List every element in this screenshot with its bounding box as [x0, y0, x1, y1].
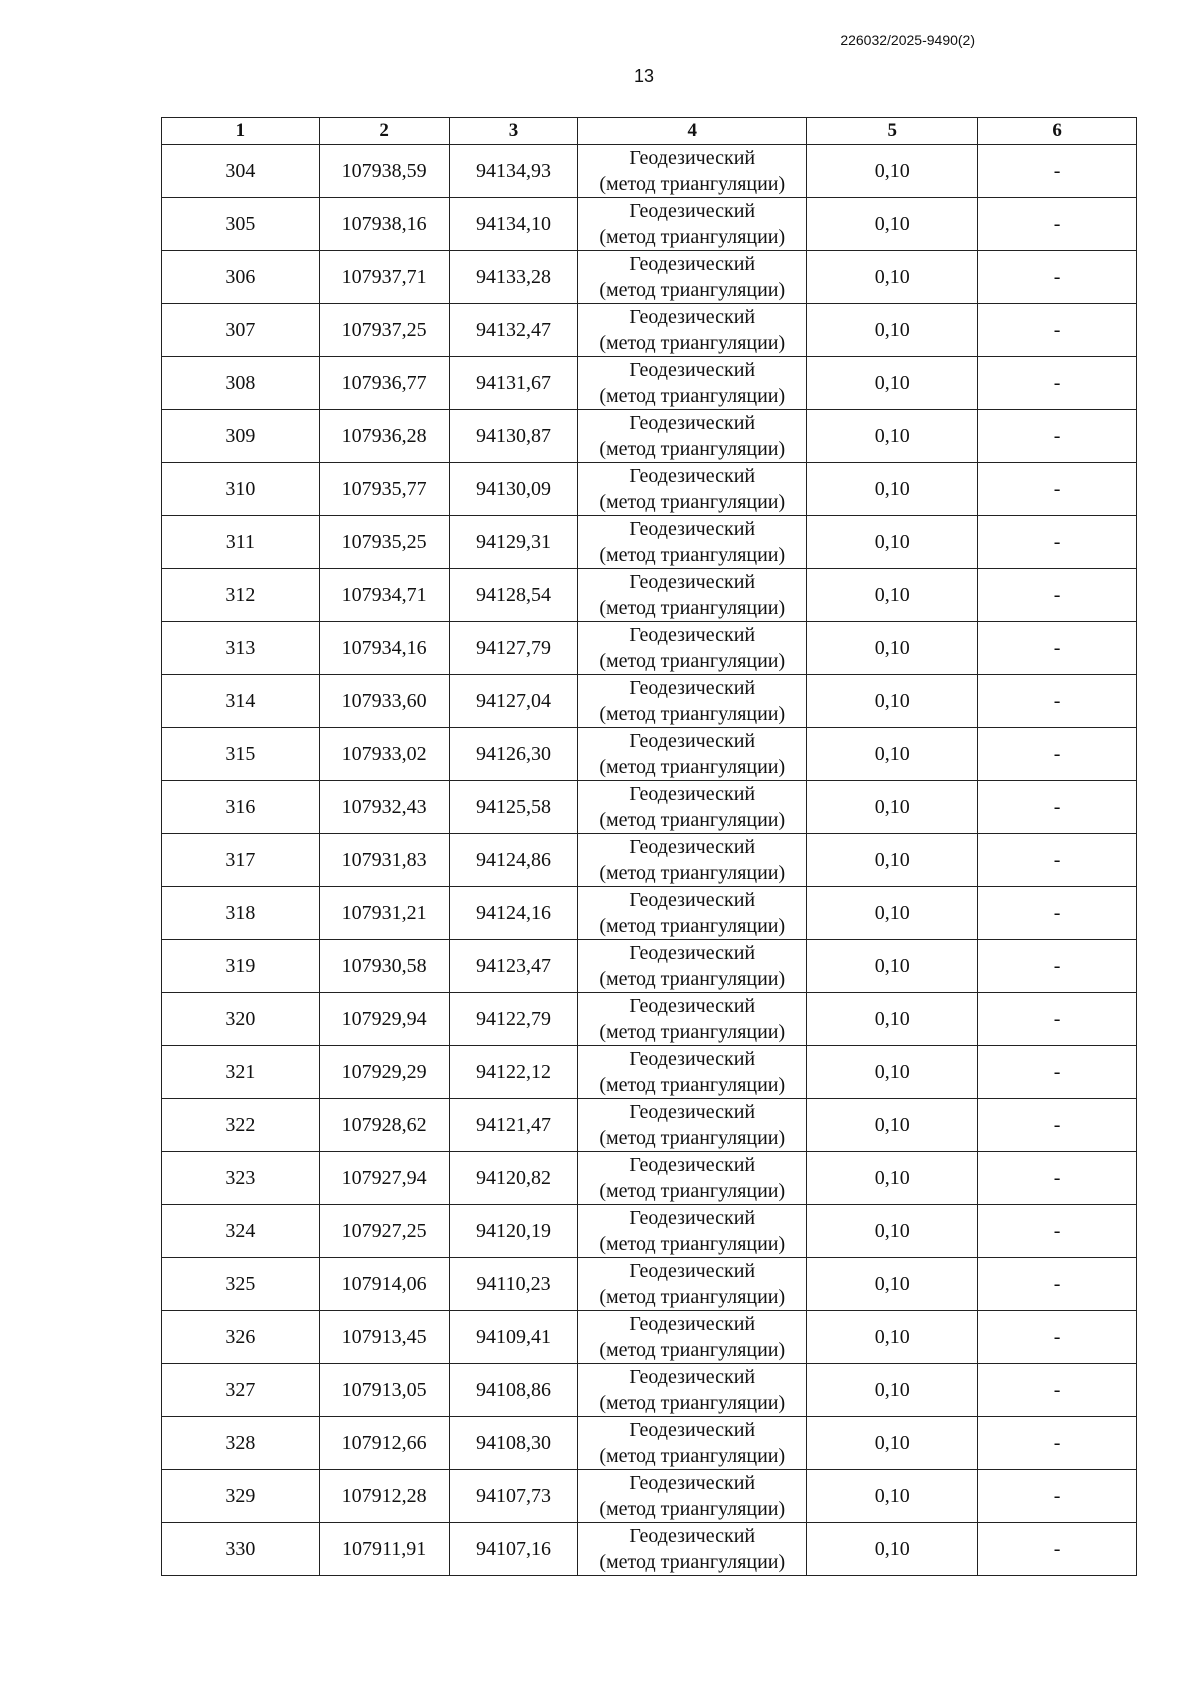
x-coordinate-cell: 107936,77 — [319, 357, 449, 410]
note-cell: - — [978, 1258, 1137, 1311]
x-coordinate-cell: 107934,16 — [319, 622, 449, 675]
point-number-cell: 316 — [162, 781, 320, 834]
accuracy-cell: 0,10 — [807, 622, 978, 675]
note-cell: - — [978, 781, 1137, 834]
method-line-1: Геодезический — [629, 253, 756, 275]
note-cell: - — [978, 675, 1137, 728]
x-coordinate-cell: 107911,91 — [319, 1523, 449, 1576]
note-cell: - — [978, 1152, 1137, 1205]
method-cell — [578, 622, 807, 675]
x-coordinate-cell: 107927,94 — [319, 1152, 449, 1205]
point-number-cell: 319 — [162, 940, 320, 993]
method-line-2: (метод триангуляции) — [599, 1127, 786, 1149]
x-coordinate-cell: 107913,05 — [319, 1364, 449, 1417]
y-coordinate-cell: 94120,19 — [449, 1205, 578, 1258]
point-number-cell: 320 — [162, 993, 320, 1046]
document-id: 226032/2025-9490(2) — [840, 32, 975, 48]
x-coordinate-cell: 107931,83 — [319, 834, 449, 887]
method-cell — [578, 1046, 807, 1099]
note-cell: - — [978, 1364, 1137, 1417]
method-line-2: (метод триангуляции) — [599, 1339, 786, 1361]
y-coordinate-cell: 94122,79 — [449, 993, 578, 1046]
method-line-1: Геодезический — [629, 306, 756, 328]
note-cell: - — [978, 304, 1137, 357]
accuracy-cell: 0,10 — [807, 675, 978, 728]
table-row — [162, 1205, 1137, 1258]
table-row — [162, 1099, 1137, 1152]
x-coordinate-cell: 107938,59 — [319, 145, 449, 198]
table-row — [162, 781, 1137, 834]
method-cell — [578, 940, 807, 993]
point-number-cell: 330 — [162, 1523, 320, 1576]
method-line-1: Геодезический — [629, 1207, 756, 1229]
y-coordinate-cell: 94130,09 — [449, 463, 578, 516]
accuracy-cell: 0,10 — [807, 1152, 978, 1205]
method-line-1: Геодезический — [629, 783, 756, 805]
accuracy-cell: 0,10 — [807, 1046, 978, 1099]
y-coordinate-cell: 94126,30 — [449, 728, 578, 781]
accuracy-cell: 0,10 — [807, 1470, 978, 1523]
table-row — [162, 622, 1137, 675]
y-coordinate-cell: 94124,16 — [449, 887, 578, 940]
accuracy-cell: 0,10 — [807, 887, 978, 940]
column-header-1: 1 — [162, 118, 320, 145]
method-line-1: Геодезический — [629, 836, 756, 858]
y-coordinate-cell: 94131,67 — [449, 357, 578, 410]
method-cell — [578, 198, 807, 251]
point-number-cell: 321 — [162, 1046, 320, 1099]
method-line-2: (метод триангуляции) — [599, 544, 786, 566]
method-cell — [578, 781, 807, 834]
point-number-cell: 313 — [162, 622, 320, 675]
x-coordinate-cell: 107930,58 — [319, 940, 449, 993]
method-cell — [578, 304, 807, 357]
method-line-2: (метод триангуляции) — [599, 332, 786, 354]
column-header-3: 3 — [449, 118, 578, 145]
y-coordinate-cell: 94128,54 — [449, 569, 578, 622]
method-line-1: Геодезический — [629, 1101, 756, 1123]
note-cell: - — [978, 834, 1137, 887]
method-line-1: Геодезический — [629, 147, 756, 169]
table-row — [162, 304, 1137, 357]
note-cell: - — [978, 1099, 1137, 1152]
table-row — [162, 516, 1137, 569]
point-number-cell: 326 — [162, 1311, 320, 1364]
method-line-2: (метод триангуляции) — [599, 1498, 786, 1520]
table-row — [162, 463, 1137, 516]
table-row — [162, 993, 1137, 1046]
method-line-2: (метод триангуляции) — [599, 703, 786, 725]
accuracy-cell: 0,10 — [807, 1417, 978, 1470]
accuracy-cell: 0,10 — [807, 304, 978, 357]
method-cell — [578, 728, 807, 781]
column-header-2: 2 — [319, 118, 449, 145]
note-cell: - — [978, 357, 1137, 410]
point-number-cell: 322 — [162, 1099, 320, 1152]
point-number-cell: 315 — [162, 728, 320, 781]
method-line-1: Геодезический — [629, 1419, 756, 1441]
x-coordinate-cell: 107927,25 — [319, 1205, 449, 1258]
table-row — [162, 357, 1137, 410]
point-number-cell: 314 — [162, 675, 320, 728]
method-line-1: Геодезический — [629, 1260, 756, 1282]
method-cell — [578, 993, 807, 1046]
method-cell — [578, 569, 807, 622]
y-coordinate-cell: 94108,30 — [449, 1417, 578, 1470]
table-row — [162, 251, 1137, 304]
method-line-1: Геодезический — [629, 518, 756, 540]
y-coordinate-cell: 94110,23 — [449, 1258, 578, 1311]
table-header — [162, 118, 1137, 145]
point-number-cell: 311 — [162, 516, 320, 569]
method-cell — [578, 357, 807, 410]
table-row — [162, 1523, 1137, 1576]
y-coordinate-cell: 94125,58 — [449, 781, 578, 834]
x-coordinate-cell: 107932,43 — [319, 781, 449, 834]
y-coordinate-cell: 94109,41 — [449, 1311, 578, 1364]
point-number-cell: 327 — [162, 1364, 320, 1417]
method-line-2: (метод триангуляции) — [599, 385, 786, 407]
column-header-6: 6 — [978, 118, 1137, 145]
method-line-1: Геодезический — [629, 1366, 756, 1388]
note-cell: - — [978, 569, 1137, 622]
method-line-1: Геодезический — [629, 1472, 756, 1494]
table-row — [162, 145, 1137, 198]
x-coordinate-cell: 107933,60 — [319, 675, 449, 728]
y-coordinate-cell: 94122,12 — [449, 1046, 578, 1099]
method-line-2: (метод триангуляции) — [599, 1551, 786, 1573]
method-cell — [578, 463, 807, 516]
y-coordinate-cell: 94133,28 — [449, 251, 578, 304]
accuracy-cell: 0,10 — [807, 728, 978, 781]
note-cell: - — [978, 145, 1137, 198]
accuracy-cell: 0,10 — [807, 1258, 978, 1311]
x-coordinate-cell: 107933,02 — [319, 728, 449, 781]
table-row — [162, 887, 1137, 940]
y-coordinate-cell: 94127,04 — [449, 675, 578, 728]
table-row — [162, 1470, 1137, 1523]
method-cell — [578, 516, 807, 569]
header-row — [162, 118, 1137, 145]
y-coordinate-cell: 94108,86 — [449, 1364, 578, 1417]
table-row — [162, 834, 1137, 887]
point-number-cell: 318 — [162, 887, 320, 940]
method-line-1: Геодезический — [629, 359, 756, 381]
x-coordinate-cell: 107912,66 — [319, 1417, 449, 1470]
point-number-cell: 323 — [162, 1152, 320, 1205]
accuracy-cell: 0,10 — [807, 993, 978, 1046]
accuracy-cell: 0,10 — [807, 1523, 978, 1576]
y-coordinate-cell: 94134,10 — [449, 198, 578, 251]
point-number-cell: 304 — [162, 145, 320, 198]
table-row — [162, 569, 1137, 622]
x-coordinate-cell: 107929,94 — [319, 993, 449, 1046]
y-coordinate-cell: 94130,87 — [449, 410, 578, 463]
y-coordinate-cell: 94124,86 — [449, 834, 578, 887]
accuracy-cell: 0,10 — [807, 569, 978, 622]
method-cell — [578, 251, 807, 304]
table-row — [162, 410, 1137, 463]
accuracy-cell: 0,10 — [807, 1364, 978, 1417]
method-cell — [578, 410, 807, 463]
method-cell — [578, 1205, 807, 1258]
point-number-cell: 312 — [162, 569, 320, 622]
note-cell: - — [978, 940, 1137, 993]
table-body — [162, 145, 1137, 1576]
method-line-1: Геодезический — [629, 730, 756, 752]
x-coordinate-cell: 107928,62 — [319, 1099, 449, 1152]
method-cell — [578, 834, 807, 887]
x-coordinate-cell: 107938,16 — [319, 198, 449, 251]
method-line-2: (метод триангуляции) — [599, 438, 786, 460]
x-coordinate-cell: 107935,25 — [319, 516, 449, 569]
table-row — [162, 1311, 1137, 1364]
method-line-1: Геодезический — [629, 1154, 756, 1176]
point-number-cell: 306 — [162, 251, 320, 304]
x-coordinate-cell: 107931,21 — [319, 887, 449, 940]
method-cell — [578, 1152, 807, 1205]
accuracy-cell: 0,10 — [807, 357, 978, 410]
method-line-2: (метод триангуляции) — [599, 862, 786, 884]
point-number-cell: 305 — [162, 198, 320, 251]
y-coordinate-cell: 94121,47 — [449, 1099, 578, 1152]
method-line-2: (метод триангуляции) — [599, 597, 786, 619]
method-line-1: Геодезический — [629, 942, 756, 964]
method-cell — [578, 1417, 807, 1470]
method-cell — [578, 1523, 807, 1576]
y-coordinate-cell: 94107,16 — [449, 1523, 578, 1576]
method-cell — [578, 887, 807, 940]
method-line-2: (метод триангуляции) — [599, 1445, 786, 1467]
y-coordinate-cell: 94120,82 — [449, 1152, 578, 1205]
point-number-cell: 308 — [162, 357, 320, 410]
note-cell: - — [978, 887, 1137, 940]
note-cell: - — [978, 1523, 1137, 1576]
y-coordinate-cell: 94127,79 — [449, 622, 578, 675]
x-coordinate-cell: 107912,28 — [319, 1470, 449, 1523]
method-line-1: Геодезический — [629, 200, 756, 222]
method-line-2: (метод триангуляции) — [599, 1021, 786, 1043]
note-cell: - — [978, 622, 1137, 675]
table-row — [162, 198, 1137, 251]
note-cell: - — [978, 251, 1137, 304]
method-cell — [578, 1099, 807, 1152]
y-coordinate-cell: 94134,93 — [449, 145, 578, 198]
method-line-1: Геодезический — [629, 1048, 756, 1070]
method-line-2: (метод триангуляции) — [599, 279, 786, 301]
accuracy-cell: 0,10 — [807, 198, 978, 251]
table-row — [162, 1417, 1137, 1470]
method-line-1: Геодезический — [629, 412, 756, 434]
method-line-2: (метод триангуляции) — [599, 756, 786, 778]
method-line-1: Геодезический — [629, 677, 756, 699]
point-number-cell: 328 — [162, 1417, 320, 1470]
accuracy-cell: 0,10 — [807, 834, 978, 887]
x-coordinate-cell: 107914,06 — [319, 1258, 449, 1311]
method-line-2: (метод триангуляции) — [599, 968, 786, 990]
table-row — [162, 940, 1137, 993]
method-cell — [578, 1364, 807, 1417]
point-number-cell: 325 — [162, 1258, 320, 1311]
note-cell: - — [978, 1046, 1137, 1099]
method-cell — [578, 145, 807, 198]
method-line-2: (метод триангуляции) — [599, 1233, 786, 1255]
method-cell — [578, 1258, 807, 1311]
x-coordinate-cell: 107936,28 — [319, 410, 449, 463]
method-line-1: Геодезический — [629, 889, 756, 911]
method-line-1: Геодезический — [629, 1525, 756, 1547]
method-line-2: (метод триангуляции) — [599, 1180, 786, 1202]
table-row — [162, 1046, 1137, 1099]
page-number: 13 — [633, 66, 655, 86]
note-cell: - — [978, 463, 1137, 516]
note-cell: - — [978, 1470, 1137, 1523]
y-coordinate-cell: 94129,31 — [449, 516, 578, 569]
note-cell: - — [978, 198, 1137, 251]
point-number-cell: 309 — [162, 410, 320, 463]
x-coordinate-cell: 107934,71 — [319, 569, 449, 622]
method-line-1: Геодезический — [629, 465, 756, 487]
method-line-1: Геодезический — [629, 571, 756, 593]
accuracy-cell: 0,10 — [807, 463, 978, 516]
column-header-4: 4 — [578, 118, 807, 145]
x-coordinate-cell: 107937,71 — [319, 251, 449, 304]
method-line-2: (метод триангуляции) — [599, 491, 786, 513]
method-line-1: Геодезический — [629, 995, 756, 1017]
note-cell: - — [978, 1205, 1137, 1258]
table-row — [162, 1152, 1137, 1205]
accuracy-cell: 0,10 — [807, 516, 978, 569]
method-line-2: (метод триангуляции) — [599, 650, 786, 672]
table-row — [162, 1364, 1137, 1417]
note-cell: - — [978, 993, 1137, 1046]
method-cell — [578, 1311, 807, 1364]
accuracy-cell: 0,10 — [807, 781, 978, 834]
note-cell: - — [978, 410, 1137, 463]
note-cell: - — [978, 1417, 1137, 1470]
accuracy-cell: 0,10 — [807, 1099, 978, 1152]
point-number-cell: 310 — [162, 463, 320, 516]
method-line-2: (метод триангуляции) — [599, 1074, 786, 1096]
accuracy-cell: 0,10 — [807, 145, 978, 198]
note-cell: - — [978, 1311, 1137, 1364]
y-coordinate-cell: 94123,47 — [449, 940, 578, 993]
method-line-1: Геодезический — [629, 624, 756, 646]
point-number-cell: 307 — [162, 304, 320, 357]
x-coordinate-cell: 107929,29 — [319, 1046, 449, 1099]
method-line-2: (метод триангуляции) — [599, 915, 786, 937]
x-coordinate-cell: 107913,45 — [319, 1311, 449, 1364]
note-cell: - — [978, 516, 1137, 569]
point-number-cell: 324 — [162, 1205, 320, 1258]
x-coordinate-cell: 107937,25 — [319, 304, 449, 357]
column-header-5: 5 — [807, 118, 978, 145]
x-coordinate-cell: 107935,77 — [319, 463, 449, 516]
method-line-1: Геодезический — [629, 1313, 756, 1335]
y-coordinate-cell: 94107,73 — [449, 1470, 578, 1523]
method-line-2: (метод триангуляции) — [599, 809, 786, 831]
method-line-2: (метод триангуляции) — [599, 1392, 786, 1414]
method-cell — [578, 1470, 807, 1523]
accuracy-cell: 0,10 — [807, 1311, 978, 1364]
point-number-cell: 317 — [162, 834, 320, 887]
accuracy-cell: 0,10 — [807, 251, 978, 304]
method-line-2: (метод триангуляции) — [599, 173, 786, 195]
method-line-2: (метод триангуляции) — [599, 1286, 786, 1308]
table-row — [162, 728, 1137, 781]
table-row — [162, 1258, 1137, 1311]
accuracy-cell: 0,10 — [807, 1205, 978, 1258]
table-row — [162, 675, 1137, 728]
method-cell — [578, 675, 807, 728]
coordinates-table — [161, 117, 1137, 1576]
accuracy-cell: 0,10 — [807, 940, 978, 993]
method-line-2: (метод триангуляции) — [599, 226, 786, 248]
point-number-cell: 329 — [162, 1470, 320, 1523]
note-cell: - — [978, 728, 1137, 781]
accuracy-cell: 0,10 — [807, 410, 978, 463]
y-coordinate-cell: 94132,47 — [449, 304, 578, 357]
